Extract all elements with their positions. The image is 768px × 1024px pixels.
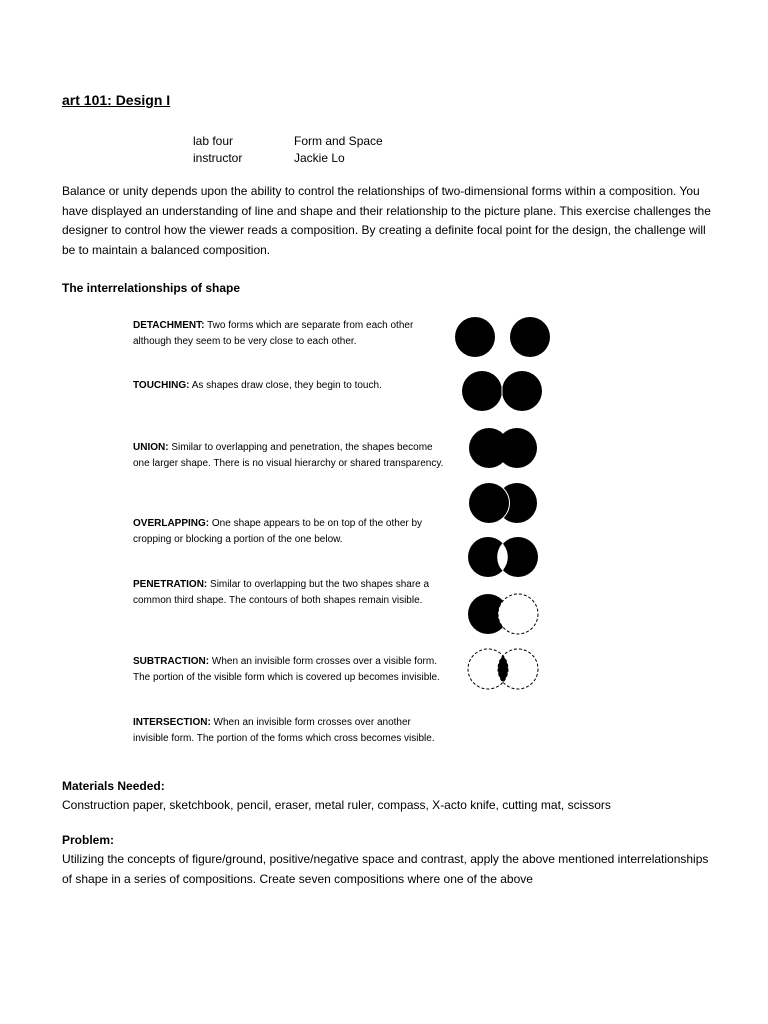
lab-label: lab four xyxy=(193,134,234,148)
interrelationships-heading: The interrelationships of shape xyxy=(62,281,241,295)
union-circle-right xyxy=(497,428,537,468)
item-desc: Similar to overlapping but the two shapes share a common third shape. The contours of both shapes remain visible. xyxy=(133,579,430,606)
item-union xyxy=(133,440,448,471)
lab-value: Form and Space xyxy=(294,134,383,148)
touching-illustration xyxy=(462,371,542,411)
detachment-circle-right xyxy=(510,317,550,357)
penetration-illustration xyxy=(468,537,538,577)
item-detachment xyxy=(133,318,448,349)
subtraction-illustration xyxy=(468,594,538,634)
item-term: DETACHMENT: xyxy=(133,320,205,331)
overlapping-illustration xyxy=(468,482,537,524)
item-overlapping xyxy=(133,516,448,547)
item-term: INTERSECTION: xyxy=(133,717,211,728)
touching-circle-right xyxy=(502,371,542,411)
item-touching xyxy=(133,378,448,394)
page-title: art 101: Design I xyxy=(62,92,171,108)
instructor-value: Jackie Lo xyxy=(294,151,345,165)
item-desc: As shapes draw close, they begin to touch. xyxy=(189,380,382,391)
item-desc: When an invisible form crosses over another invisible form. The portion of the forms which cross becomes visible. xyxy=(133,717,435,744)
overlapping-circle-front xyxy=(469,483,509,523)
shape-illustrations xyxy=(450,305,570,705)
detachment-circle-left xyxy=(455,317,495,357)
union-illustration xyxy=(469,428,537,468)
item-desc: Similar to overlapping and penetration, the shapes become one larger shape. There is no visual hierarchy or shared transparency. xyxy=(133,442,444,469)
item-penetration xyxy=(133,577,448,608)
materials-text: Construction paper, sketchbook, pencil, eraser, metal ruler, compass, X-acto knife, cutting mat, scissors xyxy=(62,798,611,812)
item-term: TOUCHING: xyxy=(133,380,190,391)
intro-paragraph: Balance or unity depends upon the ability to control the relationships of two-dimensional forms within a composition. You have displayed an understanding of line and shape and their relationship to the picture plane. This exercise challenges the designer to control how the viewer reads a composition. By creating a definite focal point for the design, the challenge will be to maintain a balanced composition. xyxy=(62,184,711,257)
instructor-row xyxy=(193,150,383,167)
item-term: UNION: xyxy=(133,442,169,453)
item-subtraction xyxy=(133,654,448,685)
item-desc: When an invisible form crosses over a visible form. The portion of the visible form which is covered up becomes invisible. xyxy=(133,656,440,683)
intersection-illustration xyxy=(468,649,538,689)
lab-row xyxy=(193,133,383,150)
detachment-illustration xyxy=(455,317,550,357)
problem-text: Utilizing the concepts of figure/ground, positive/negative space and contrast, apply the above mentioned interrelationships of shape in a series of compositions. Create seven compositions where one of the above xyxy=(62,852,709,886)
touching-circle-left xyxy=(462,371,502,411)
instructor-label: instructor xyxy=(193,151,243,165)
materials-heading: Materials Needed: xyxy=(62,779,165,793)
item-desc: Two forms which are separate from each other although they seem to be very close to each other. xyxy=(133,320,414,347)
item-term: OVERLAPPING: xyxy=(133,518,210,529)
item-term: SUBTRACTION: xyxy=(133,656,210,667)
item-intersection xyxy=(133,715,448,746)
lab-info xyxy=(193,133,383,167)
item-term: PENETRATION: xyxy=(133,579,208,590)
problem-heading: Problem: xyxy=(62,833,115,847)
item-desc: One shape appears to be on top of the other by cropping or blocking a portion of the one below. xyxy=(133,518,423,545)
